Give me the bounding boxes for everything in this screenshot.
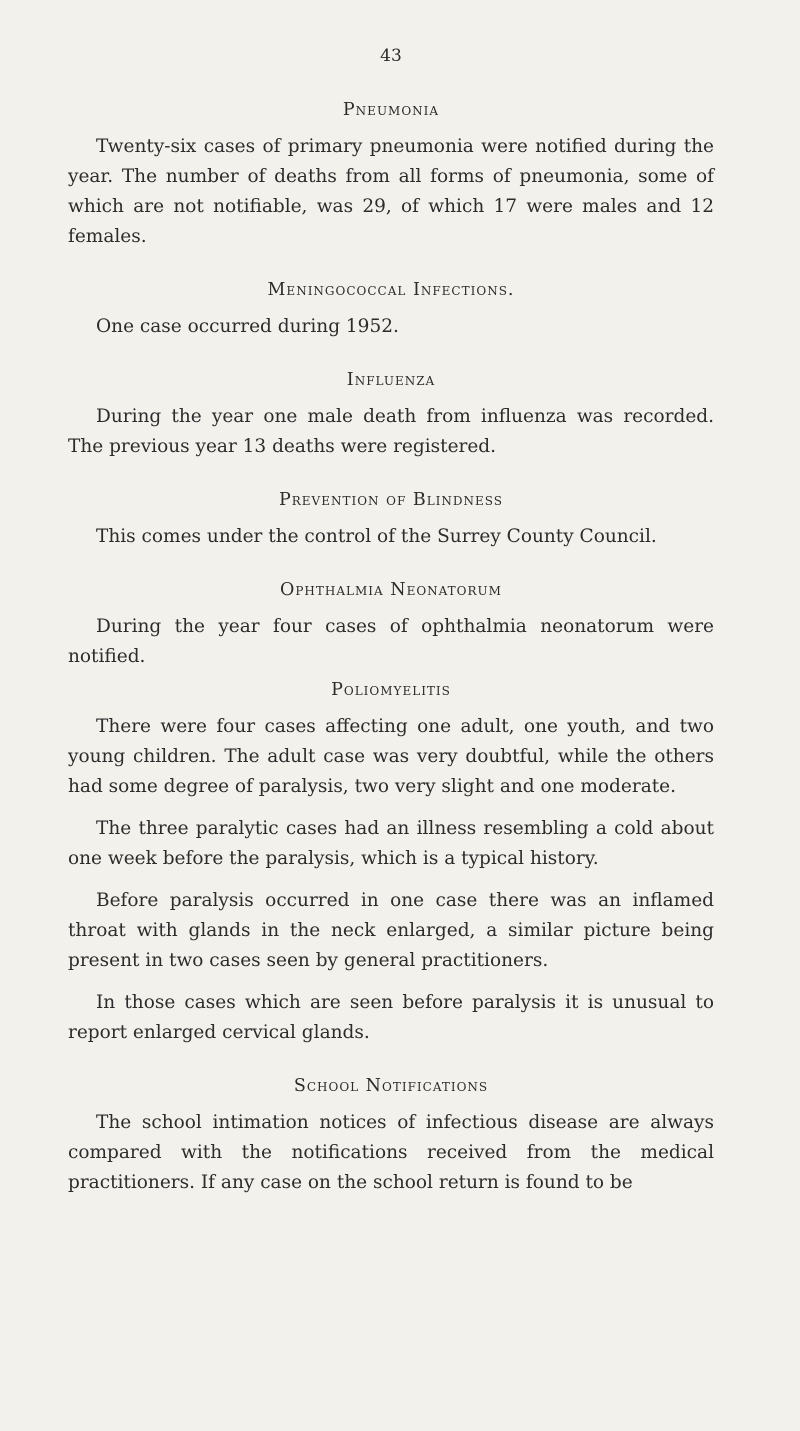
section-heading: School Notifications — [293, 1076, 489, 1096]
page-number: 43 — [380, 46, 402, 66]
section-heading: Ophthalmia Neonatorum — [280, 580, 502, 600]
paragraph: During the year one male death from influenza was recorded. The previous year 13 deaths were registered. — [68, 406, 714, 457]
paragraph: One case occurred during 1952. — [96, 316, 399, 337]
section-heading: Prevention of Blindness — [278, 490, 504, 510]
section-heading: Meningococcal Infections. — [267, 280, 515, 300]
paragraph: Twenty-six cases of primary pneumonia were notified during the year. The number of deaths from all forms of pneumonia, some of which are not notifiable, was 29, of which 17 were males and 12 females. — [68, 136, 714, 247]
section-pneumonia — [68, 98, 714, 252]
section-heading: Influenza — [346, 370, 436, 390]
section-ophthalmia-neonatorum — [68, 578, 714, 672]
paragraph: The school intimation notices of infectious disease are always compared with the notifications received from the medical practitioners. If any case on the school return is found to be — [68, 1112, 714, 1193]
section-influenza — [68, 368, 714, 462]
paragraph: Before paralysis occurred in one case there was an inflamed throat with glands in the neck enlarged, a similar picture being present in two cases seen by general practitioners. — [68, 890, 714, 971]
section-heading: Poliomyelitis — [331, 680, 451, 700]
paragraph: In those cases which are seen before paralysis it is unusual to report enlarged cervical glands. — [68, 992, 714, 1043]
document-page — [68, 44, 714, 1224]
paragraph: This comes under the control of the Surrey County Council. — [96, 526, 657, 547]
section-poliomyelitis — [68, 678, 714, 1048]
section-heading: Pneumonia — [342, 100, 440, 120]
paragraph: The three paralytic cases had an illness resembling a cold about one week before the paralysis, which is a typical history. — [68, 818, 714, 869]
section-meningococcal-infections — [68, 278, 714, 342]
paragraph: There were four cases affecting one adult, one youth, and two young children. The adult case was very doubtful, while the others had some degree of paralysis, two very slight and one moderate. — [68, 716, 714, 797]
section-school-notifications — [68, 1074, 714, 1198]
section-prevention-of-blindness — [68, 488, 714, 552]
paragraph: During the year four cases of ophthalmia neonatorum were notified. — [68, 616, 714, 667]
